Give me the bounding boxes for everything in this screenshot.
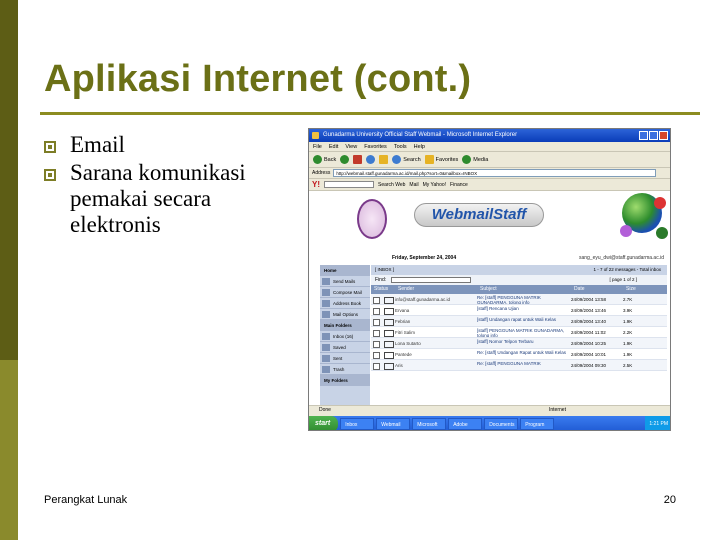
ie-icon (312, 132, 319, 139)
system-tray-clock: 1:21 PM (645, 416, 671, 431)
row-size: 2.2K (623, 330, 633, 335)
col-subject: Subject (480, 286, 497, 292)
bullet-item (44, 160, 294, 238)
row-size: 1.9K (623, 341, 633, 346)
col-status: Status (374, 286, 389, 292)
browser-status-bar (309, 405, 671, 415)
mail-list-panel (371, 265, 667, 405)
menu-tools: Tools (393, 144, 407, 150)
sidebar-item-trash: Trash (320, 364, 370, 375)
back-button: Back (313, 155, 336, 164)
browser-toolbar (309, 152, 670, 168)
row-date: 24/09/2004 13:46 (571, 308, 607, 313)
menu-edit: Edit (328, 144, 339, 150)
taskbar-item: Adobe (448, 418, 482, 430)
window-controls (639, 131, 668, 140)
browser-menu (309, 142, 670, 152)
row-date: 24/09/2004 13:40 (571, 319, 607, 324)
mail-table-header (371, 285, 667, 294)
checkbox-icon (371, 327, 381, 337)
windows-taskbar (309, 416, 671, 431)
mailbox-name: [ INBOX ] (375, 267, 395, 272)
envelope-icon (381, 316, 395, 326)
checkbox-icon (371, 294, 381, 304)
row-sender: Lona Sutarto (395, 341, 421, 346)
stop-button (353, 155, 362, 164)
row-sender: Pantede (395, 352, 412, 357)
address-label: Address (312, 170, 331, 176)
table-row (371, 316, 667, 327)
col-date: Date (574, 286, 585, 292)
red-ball-icon (654, 197, 666, 209)
taskbar-item: Microsoft (412, 418, 446, 430)
mailbox-bar (371, 265, 667, 275)
menu-file: File (313, 144, 322, 150)
sidebar-item-main-folders: Main Folders (320, 320, 370, 331)
left-accent-bar (0, 0, 18, 540)
maximize-icon (649, 131, 658, 140)
row-date: 24/09/2004 13:58 (571, 297, 607, 302)
mail-rows (371, 294, 667, 371)
favorites-button: Favorites (425, 155, 459, 164)
envelope-icon (381, 294, 395, 304)
envelope-icon (381, 327, 395, 337)
table-row (371, 349, 667, 360)
row-sender: info@staff.gunadarma.ac.id (395, 297, 451, 302)
checkbox-icon (371, 305, 381, 315)
table-row (371, 294, 667, 305)
left-accent-bar-upper (0, 0, 18, 360)
bullet-box-icon (44, 169, 56, 181)
sidebar-item-home: Home (320, 265, 370, 276)
search-icon (392, 155, 401, 164)
sidebar-item-address-book: Address Book (320, 298, 370, 309)
bullet-text: Sarana komunikasi pemakai secara elektronis (70, 160, 246, 237)
row-date: 24/09/2004 09:30 (571, 363, 607, 368)
purple-ball-icon (620, 225, 632, 237)
row-sender: Ervana (395, 308, 410, 313)
address-field: http://webmail.staff.gunadarma.ac.id/mail.php?sort=0&mailbox=INBOX (333, 169, 656, 177)
media-icon (462, 155, 471, 164)
taskbar-item: Program (520, 418, 554, 430)
webmail-header (309, 191, 671, 249)
envelope-icon (381, 360, 395, 370)
bullet-text: Email (70, 132, 125, 157)
user-email: sang_eyu_dwi@staff.gunadarma.ac.id (578, 255, 664, 261)
refresh-icon (366, 155, 375, 164)
checkbox-icon (371, 360, 381, 370)
checkbox-icon (371, 338, 381, 348)
row-subject: Re: [staff] Undangan Rapat untuk Wali Kelas (477, 349, 567, 355)
current-date: Friday, September 24, 2004 (392, 255, 457, 261)
university-seal-icon (357, 199, 387, 239)
row-subject: [staff] PENGGUNA MATRIK GUNADARMA, tolong info (477, 327, 565, 337)
slide-title: Aplikasi Internet (cont.) (44, 58, 472, 100)
envelope-icon (381, 305, 395, 315)
browser-title-bar (309, 129, 670, 142)
row-subject: [staff] Undangan rapat untuk Wali Kelas (477, 316, 557, 322)
yahoo-finance: Finance (450, 181, 468, 188)
yahoo-my: My Yahoo! (422, 181, 447, 188)
row-subject: [staff] Rencana Ujian (477, 305, 519, 311)
stop-icon (353, 155, 362, 164)
find-input (391, 277, 471, 283)
envelope-icon (381, 349, 395, 359)
mailbox-count: 1 - 7 of 22 messages - Total inbox (593, 267, 661, 272)
row-size: 3.9K (623, 308, 633, 313)
close-icon (659, 131, 668, 140)
home-icon (379, 155, 388, 164)
bullet-box-icon (44, 141, 56, 153)
yahoo-search-web: Search Web (378, 181, 406, 188)
sidebar-item-sent: Sent (320, 353, 370, 364)
sidebar-item-send: Send Mails (320, 276, 370, 287)
search-button: Search (392, 155, 420, 164)
home-button (379, 155, 388, 164)
table-row (371, 360, 667, 371)
webmail-page (309, 191, 671, 405)
window-title: Gunadarma University Official Staff Webmail - Microsoft Internet Explorer (323, 132, 518, 138)
status-zone: Internet (549, 407, 566, 413)
forward-button (340, 155, 349, 164)
menu-help: Help (413, 144, 425, 150)
footer-course: Perangkat Lunak (44, 494, 128, 506)
table-row (371, 327, 667, 338)
menu-favorites: Favorites (364, 144, 387, 150)
col-size: Size (626, 286, 636, 292)
sidebar-item-inbox: Inbox (16) (320, 331, 370, 342)
row-size: 2.5K (623, 363, 633, 368)
table-row (371, 305, 667, 316)
yahoo-toolbar (309, 179, 670, 191)
star-icon (425, 155, 434, 164)
find-bar (371, 275, 667, 285)
status-text: Done (319, 407, 331, 413)
col-sender: Sender (398, 286, 415, 292)
media-button: Media (462, 155, 488, 164)
webmail-sidebar (320, 265, 370, 405)
sidebar-item-saved: Saved (320, 342, 370, 353)
taskbar-item: Documents (484, 418, 518, 430)
webmail-screenshot (308, 128, 671, 431)
row-size: 1.9K (623, 319, 633, 324)
green-ball-icon (656, 227, 668, 239)
row-sender: Aris (395, 363, 403, 368)
taskbar-item: Inbox (340, 418, 374, 430)
date-bar (367, 253, 671, 263)
row-sender: Fitri Salim (395, 330, 415, 335)
refresh-button (366, 155, 375, 164)
row-size: 2.7K (623, 297, 633, 302)
row-subject: Re: [staff] PENGGUNA MATRIK GUNADARMA, tolong info (477, 294, 541, 304)
checkbox-icon (371, 316, 381, 326)
start-button: start (309, 416, 338, 431)
bullet-item (44, 132, 294, 158)
sidebar-item-compose: Compose Mail (320, 287, 370, 298)
back-icon (313, 155, 322, 164)
yahoo-mail: Mail (409, 181, 419, 188)
find-label: Find: (375, 277, 387, 283)
sidebar-item-my-folders: My Folders (320, 375, 370, 386)
page-number: 20 (663, 494, 676, 506)
row-date: 24/09/2004 10:01 (571, 352, 607, 357)
menu-view: View (345, 144, 358, 150)
row-date: 24/09/2004 11:02 (571, 330, 606, 335)
row-sender: Febrian (395, 319, 411, 324)
taskbar-item: Webmail (376, 418, 410, 430)
yahoo-search-field (324, 181, 374, 188)
checkbox-icon (371, 349, 381, 359)
minimize-icon (639, 131, 648, 140)
row-size: 1.9K (623, 352, 633, 357)
forward-icon (340, 155, 349, 164)
webmail-logo: WebmailStaff (414, 203, 544, 227)
envelope-icon (381, 338, 395, 348)
yahoo-logo: Y! (312, 180, 320, 189)
left-accent-bar-lower (0, 360, 18, 540)
address-bar (309, 168, 670, 179)
table-row (371, 338, 667, 349)
row-subject: Re: [staff] PENGGUNA MATRIK (477, 360, 541, 366)
title-divider (40, 112, 700, 115)
bullet-list (44, 132, 294, 240)
row-date: 24/09/2004 10:25 (571, 341, 607, 346)
page-indicator: [ page 1 of 2 ] (609, 277, 637, 282)
row-subject: [staff] Nomor Telpon Terbaru (477, 338, 534, 344)
sidebar-item-options: Mail Options (320, 309, 370, 320)
